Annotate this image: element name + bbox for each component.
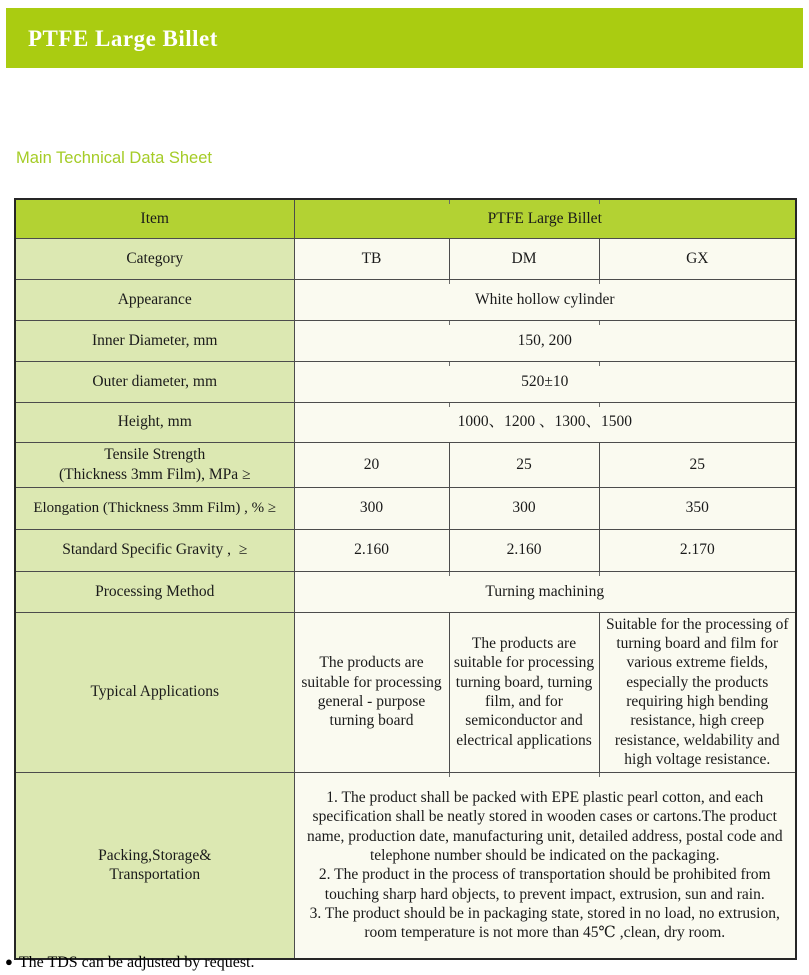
row-inner-diameter-label: Inner Diameter, mm bbox=[15, 320, 294, 361]
table-row bbox=[15, 199, 796, 238]
row-inner-diameter-value: 150, 200 bbox=[294, 320, 796, 361]
category-value-tb: TB bbox=[294, 238, 449, 279]
gravity-value-dm: 2.160 bbox=[449, 529, 599, 571]
table-row bbox=[15, 571, 796, 612]
packing-label-line2: Transportation bbox=[109, 866, 201, 884]
row-applications-label: Typical Applications bbox=[15, 612, 294, 772]
tensile-label-line2: (Thickness 3mm Film), MPa ≥ bbox=[59, 465, 251, 483]
table-row bbox=[15, 772, 796, 959]
tensile-value-gx: 25 bbox=[599, 442, 796, 487]
applications-value-tb: The products are suitable for processing general - purpose turning board bbox=[294, 612, 449, 772]
gravity-value-tb: 2.160 bbox=[294, 529, 449, 571]
table-row bbox=[15, 361, 796, 402]
row-category-label: Category bbox=[15, 238, 294, 279]
brand-header-bar bbox=[6, 8, 803, 68]
section-title: Main Technical Data Sheet bbox=[16, 149, 212, 167]
row-tensile-label bbox=[15, 442, 294, 487]
table-row bbox=[15, 487, 796, 529]
page-title: PTFE Large Billet bbox=[28, 26, 218, 51]
packing-label-line1: Packing,Storage& bbox=[98, 846, 212, 864]
applications-value-dm: The products are suitable for processing turning board, turning film, and for semiconductor and electrical applications bbox=[449, 612, 599, 772]
row-appearance-label: Appearance bbox=[15, 279, 294, 320]
table-row bbox=[15, 238, 796, 279]
row-packing-label bbox=[15, 772, 294, 959]
packing-paragraph-1: 1. The product shall be packed with EPE plastic pearl cotton, and each specification shall be neatly stored in wooden cases or cartons.The product name, production date, manufacturing unit, detailed address, postal code and telephone number should be indicated on the packaging. bbox=[306, 788, 783, 864]
row-appearance-value: White hollow cylinder bbox=[294, 279, 796, 320]
tensile-label-line1: Tensile Strength bbox=[104, 446, 206, 464]
table-row bbox=[15, 612, 796, 772]
row-elongation-label: Elongation (Thickness 3mm Film) , % ≥ bbox=[15, 487, 294, 529]
elongation-value-gx: 350 bbox=[599, 487, 796, 529]
row-item-label: Item bbox=[15, 199, 294, 238]
footnote bbox=[5, 954, 255, 972]
tensile-value-tb: 20 bbox=[294, 442, 449, 487]
row-packing-value bbox=[294, 772, 796, 959]
packing-paragraph-2: 2. The product in the process of transportation should be prohibited from touching sharp hard objects, to prevent impact, extrusion, sun and rain. bbox=[318, 866, 771, 903]
row-gravity-label: Standard Specific Gravity , ≥ bbox=[15, 529, 294, 571]
table-row bbox=[15, 529, 796, 571]
footnote-text: The TDS can be adjusted by request. bbox=[18, 954, 255, 971]
table-row bbox=[15, 402, 796, 442]
row-height-label: Height, mm bbox=[15, 402, 294, 442]
bullet-icon: ● bbox=[5, 954, 13, 969]
row-item-value: PTFE Large Billet bbox=[294, 199, 796, 238]
row-outer-diameter-value: 520±10 bbox=[294, 361, 796, 402]
table-row bbox=[15, 279, 796, 320]
row-processing-value: Turning machining bbox=[294, 571, 796, 612]
tensile-value-dm: 25 bbox=[449, 442, 599, 487]
table-row bbox=[15, 442, 796, 487]
packing-paragraph-3: 3. The product should be in packaging state, stored in no load, no extrusion, room temperature is not more than 45℃ ,clean, dry room. bbox=[309, 905, 780, 942]
row-outer-diameter-label: Outer diameter, mm bbox=[15, 361, 294, 402]
gravity-value-gx: 2.170 bbox=[599, 529, 796, 571]
category-value-gx: GX bbox=[599, 238, 796, 279]
applications-value-gx: Suitable for the processing of turning board and film for various extreme fields, especially the products requiring high bending resistance, high creep resistance, weldability and high voltage resistance. bbox=[599, 612, 796, 772]
elongation-value-tb: 300 bbox=[294, 487, 449, 529]
elongation-value-dm: 300 bbox=[449, 487, 599, 529]
category-value-dm: DM bbox=[449, 238, 599, 279]
row-height-value: 1000、1200 、1300、1500 bbox=[294, 402, 796, 442]
table-row bbox=[15, 320, 796, 361]
row-processing-label: Processing Method bbox=[15, 571, 294, 612]
technical-data-table bbox=[14, 198, 797, 960]
